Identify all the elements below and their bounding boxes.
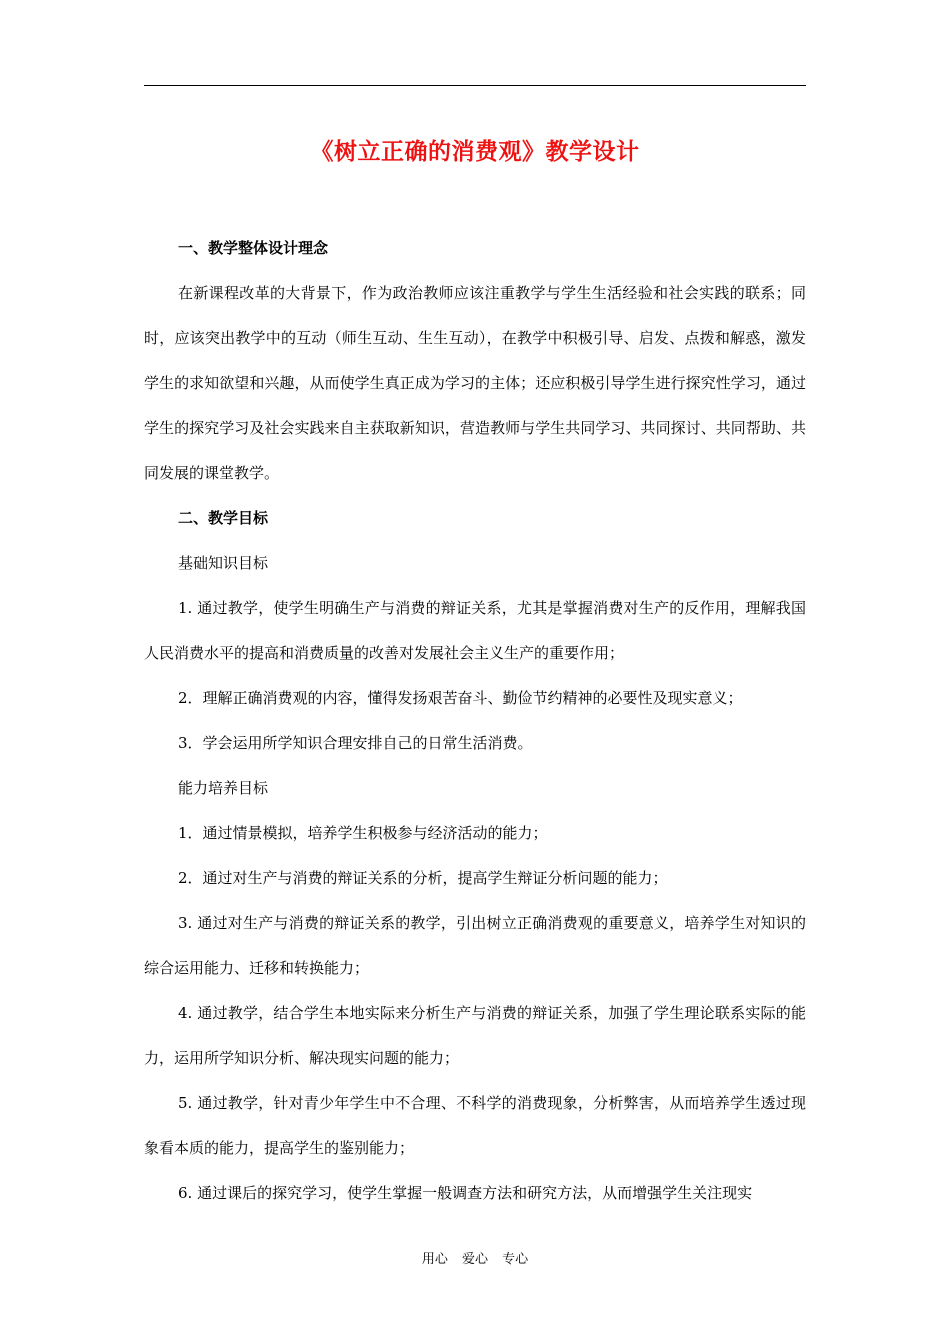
ability-goals-heading: 能力培养目标 <box>178 779 269 797</box>
ability-goal-item: 3. 通过对生产与消费的辩证关系的教学，引出树立正确消费观的重要意义，培养学生对知识的综合运用能力、迁移和转换能力； <box>144 914 806 977</box>
section-heading-teaching-goals: 二、教学目标 <box>178 509 269 527</box>
page-footer: 用心 爱心 专心 <box>421 1252 529 1267</box>
design-concept-paragraph: 在新课程改革的大背景下，作为政治教师应该注重教学与学生生活经验和社会实践的联系；同时，应该突出教学中的互动（师生互动、生生互动），在教学中积极引导、启发、点拨和解惑，激发学生的求知欲望和兴趣，从而使学生真正成为学习的主体；还应积极引导学生进行探究性学习，通过学生的探究学习及社会实践来自主获取新知识，营造教师与学生共同学习、共同探讨、共同帮助、共同发展的课堂教学。 <box>144 284 806 482</box>
knowledge-goals-heading: 基础知识目标 <box>178 554 269 572</box>
header-rule <box>144 85 806 86</box>
document-body <box>144 226 806 1216</box>
ability-goal-item: 6. 通过课后的探究学习，使学生掌握一般调查方法和研究方法，从而增强学生关注现实 <box>178 1184 753 1202</box>
ability-goal-item: 4. 通过教学，结合学生本地实际来分析生产与消费的辩证关系，加强了学生理论联系实际的能力，运用所学知识分析、解决现实问题的能力； <box>144 1004 806 1067</box>
knowledge-goal-item: 3．学会运用所学知识合理安排自己的日常生活消费。 <box>178 734 533 752</box>
knowledge-goal-item: 1. 通过教学，使学生明确生产与消费的辩证关系，尤其是掌握消费对生产的反作用，理解我国人民消费水平的提高和消费质量的改善对发展社会主义生产的重要作用； <box>144 599 806 662</box>
document-title: 《树立正确的消费观》教学设计 <box>310 139 640 165</box>
section-heading-design-concept: 一、教学整体设计理念 <box>178 239 329 257</box>
knowledge-goal-item: 2．理解正确消费观的内容，懂得发扬艰苦奋斗、勤俭节约精神的必要性及现实意义； <box>178 689 743 707</box>
ability-goal-item: 5. 通过教学，针对青少年学生中不合理、不科学的消费现象，分析弊害，从而培养学生透过现象看本质的能力，提高学生的鉴别能力； <box>144 1094 806 1157</box>
ability-goal-item: 2．通过对生产与消费的辩证关系的分析，提高学生辩证分析问题的能力； <box>178 869 668 887</box>
ability-goal-item: 1．通过情景模拟，培养学生积极参与经济活动的能力； <box>178 824 548 842</box>
